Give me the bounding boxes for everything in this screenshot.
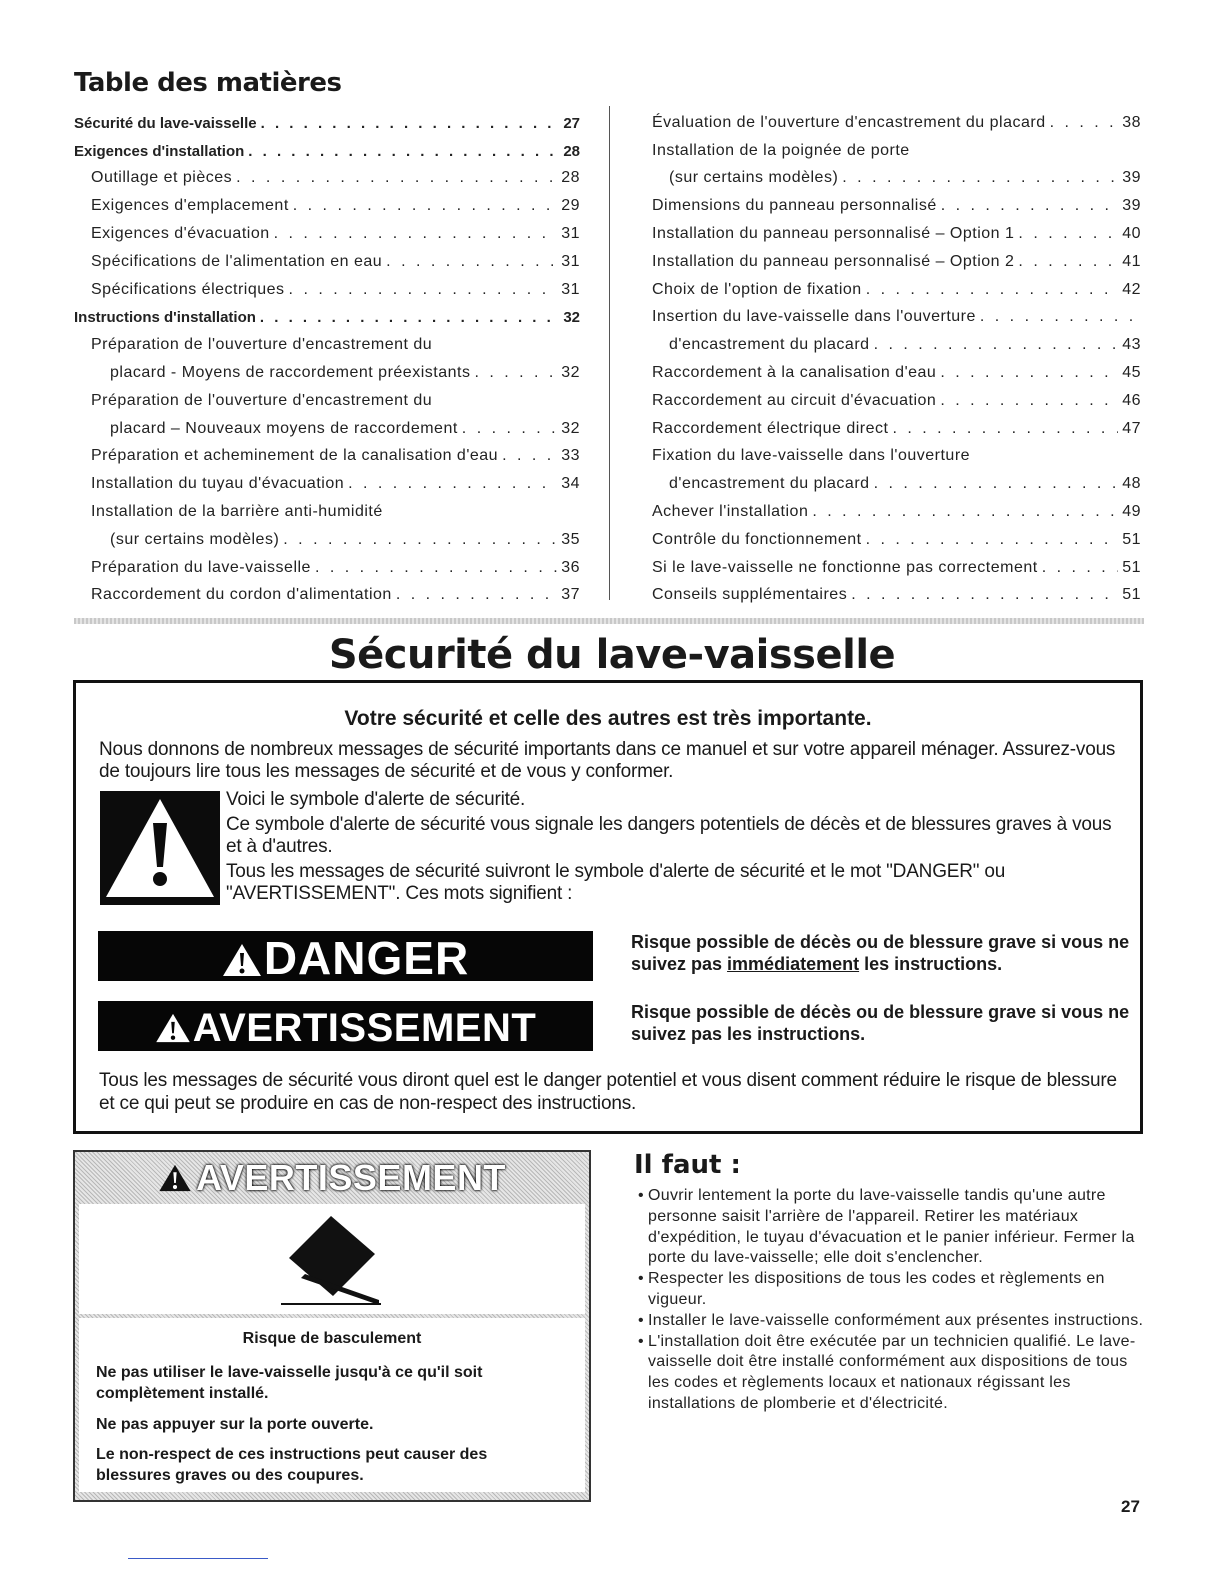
toc-entry-text: Préparation de l'ouverture d'encastrement du [91,336,433,354]
toc-leader-dots [462,420,557,438]
toc-entry-text: Insertion du lave-vaisselle dans l'ouverture [652,308,976,326]
tipping-warning-label: AVERTISSEMENT [196,1157,506,1198]
danger-meaning-underlined: immédiatement [727,954,860,974]
toc-leader-dots [941,197,1118,215]
safety-alert-icon [100,791,220,905]
toc-entry-page: 29 [561,197,580,215]
toc-leader-dots [502,447,557,465]
toc-leader-dots [866,531,1119,549]
toc-entry-text: Installation du panneau personnalisé – Option 1 [652,224,1015,242]
symbol-line: Voici le symbole d'alerte de sécurité. [226,789,526,810]
safety-info-box [73,680,1143,1134]
toc-entry [74,299,580,327]
toc-entry [74,104,580,132]
toc-entry-page: 39 [1122,197,1141,215]
toc-entry [74,438,580,466]
toc-entry-text: Achever l'installation [652,502,809,520]
toc-leader-dots [248,143,559,160]
toc-entry [74,465,580,493]
toc-leader-dots [348,475,557,493]
toc-entry-page: 41 [1122,252,1141,270]
toc-entry [652,215,1141,243]
toc-entry [652,104,1141,132]
toc-entry [74,215,580,243]
toc-entry [652,299,1141,327]
toc-entry [652,438,1141,466]
toc-entry-page: 31 [561,252,580,270]
toc-entry-text: Installation du tuyau d'évacuation [91,475,345,493]
toc-leader-dots [874,336,1119,354]
toc-leader-dots [842,169,1118,187]
warning-meaning: Risque possible de décès ou de blessure grave si vous ne suivez pas les instructions. [631,1002,1130,1044]
toc-leader-dots [1042,559,1119,577]
toc-divider [609,106,610,600]
toc-entry-page: 27 [563,114,580,132]
danger-label: DANGER [263,932,470,984]
toc-entry-text: Préparation et acheminement de la canalisation d'eau [91,447,499,465]
toc-leader-dots [261,115,560,132]
tipping-instruction: Ne pas appuyer sur la porte ouverte. [96,1416,374,1433]
tipping-warning-body [79,1318,585,1492]
toc-leader-dots [980,308,1137,326]
toc-entry-page: 37 [561,586,580,604]
toc-entry-page: 46 [1122,391,1141,409]
toc-entry-text: Évaluation de l'ouverture d'encastrement du placard [652,113,1046,131]
toc-entry [74,493,580,521]
warning-banner [98,1001,593,1051]
toc-leader-dots [874,475,1119,493]
toc-entry-text: Spécifications électriques [91,280,285,298]
toc-entry [74,577,580,605]
toc-entry-page: 32 [561,363,580,381]
toc-entry-page: 45 [1122,363,1141,381]
toc-entry-text: Raccordement au circuit d'évacuation [652,391,937,409]
toc-entry [652,354,1141,382]
toc-leader-dots [866,281,1119,299]
toc-entry-page: 42 [1122,280,1141,298]
safety-intro: Nous donnons de nombreux messages de sécurité importants dans ce manuel et sur votre appareil ménager. Assurez-vous de toujours lire tous les messages de sécurité et de vous y conformer. [99,739,1116,782]
toc-entry [74,326,580,354]
safety-footer: Tous les messages de sécurité vous diront quel est le danger potentiel et vous disent comment réduire le risque de blessure et ce qui peut se produire en cas de non-respect des instructions. [99,1070,1117,1114]
toc-leader-dots [260,309,559,326]
toc-entry-page: 28 [561,169,580,187]
toc-entry [74,160,580,188]
tipping-instruction: Ne pas utiliser le lave-vaisselle jusqu'à ce qu'il soit complètement installé. [96,1364,483,1402]
toc-entry-text: Exigences d'emplacement [91,197,289,215]
tipping-risk-title: Risque de basculement [242,1330,422,1347]
toc-entry [74,410,580,438]
toc-entry [652,521,1141,549]
toc-leader-dots [236,169,557,187]
toc-entry-page: 43 [1122,336,1141,354]
toc-entry-text: Préparation de l'ouverture d'encastrement du [91,391,433,409]
toc-entry [74,132,580,160]
toc-entry [652,382,1141,410]
toc-entry-page: 40 [1122,224,1141,242]
toc-entry-page: 28 [563,142,580,160]
toc-entry [74,549,580,577]
toc-title: Table des matières [74,68,342,98]
tipping-instruction: Le non-respect de ces instructions peut causer des blessures graves ou des coupures. [96,1446,488,1484]
toc-entry-page: 39 [1122,169,1141,187]
toc-leader-dots [851,586,1118,604]
toc-entry-text: Sécurité du lave-vaisselle [74,114,257,132]
toc-leader-dots [386,253,557,271]
toc-leader-dots [283,531,557,549]
symbol-description: Ce symbole d'alerte de sécurité vous signale les dangers potentiels de décès et de blessures graves à vous et à d'autres. [226,814,1112,857]
safety-heading: Votre sécurité et celle des autres est très importante. [344,707,872,730]
toc-entry-text: d'encastrement du placard [669,475,870,493]
toc-entry-text: Fixation du lave-vaisselle dans l'ouverture [652,447,971,465]
toc-entry [652,410,1141,438]
toc-leader-dots [940,392,1118,410]
toc-entry-page: 51 [1122,558,1141,576]
toc-entry-text: Contrôle du fonctionnement [652,530,862,548]
toc-entry-text: Choix de l'option de fixation [652,280,862,298]
toc-entry-text: Spécifications de l'alimentation en eau [91,252,383,270]
tipping-warning-header [75,1152,589,1202]
toc-entry-text: Raccordement électrique direct [652,419,889,437]
warning-label: AVERTISSEMENT [192,1006,537,1050]
toc-entry-text: Installation du panneau personnalisé – Option 2 [652,252,1015,270]
toc-entry [652,271,1141,299]
toc-entry-text: Exigences d'installation [74,142,245,160]
toc-leader-dots [315,559,557,577]
toc-leader-dots [892,420,1118,438]
toc-entry [74,521,580,549]
toc-entry-text: Raccordement à la canalisation d'eau [652,363,937,381]
toc-leader-dots [274,225,558,243]
toc-entry-page: 49 [1122,502,1141,520]
list-item: • L'installation doit être exécutée par un technicien qualifié. Le lave-vaisselle doit être installé conformément aux dispositions de tous les codes et règlements locaux et nationaux régissant les installations de plomberie et d'électricité. [634,1332,1144,1415]
warning-alert-icon [155,1013,191,1043]
toc-leader-dots [940,364,1118,382]
toc-entry-page: 51 [1122,586,1141,604]
toc-entry [652,243,1141,271]
toc-entry-page: 35 [561,530,580,548]
section-separator [74,618,1144,624]
toc-entry [652,493,1141,521]
toc-entry-page: 38 [1122,113,1141,131]
page-number: 27 [1121,1497,1140,1516]
toc-entry [652,577,1141,605]
toc-entry-page: 31 [561,224,580,242]
toc-entry-text: Dimensions du panneau personnalisé [652,197,937,215]
toc-entry-text: (sur certains modèles) [669,169,839,187]
list-item: • Installer le lave-vaisselle conformément aux présentes instructions. [634,1311,1144,1332]
toc-leader-dots [293,197,557,215]
toc-entry [74,354,580,382]
toc-entry-page: 36 [561,558,580,576]
il-faut-title: Il faut : [634,1150,741,1180]
toc-entry-page: 32 [563,309,580,327]
toc-entry-page: 31 [561,280,580,298]
toc-entry-text: Préparation du lave-vaisselle [91,558,311,576]
toc-entry [652,549,1141,577]
toc-entry-text: d'encastrement du placard [669,336,870,354]
danger-meaning [631,931,1131,975]
toc-entry [74,271,580,299]
toc-leader-dots [1050,114,1119,132]
toc-entry-text: placard – Nouveaux moyens de raccordement [110,419,458,437]
toc-entry [74,187,580,215]
toc-entry-page: 48 [1122,475,1141,493]
toc-entry-text: Installation de la poignée de porte [652,141,910,159]
toc-entry-page: 32 [561,419,580,437]
danger-alert-icon [222,943,262,977]
toc-entry [652,160,1141,188]
toc-entry [652,132,1141,160]
toc-entry [652,187,1141,215]
toc-entry-text: Si le lave-vaisselle ne fonctionne pas correctement [652,558,1038,576]
toc-leader-dots [812,503,1118,521]
signal-words-description: Tous les messages de sécurité suivront le symbole d'alerte de sécurité et le mot "DANGER" ou "AVERTISSEMENT". Ces mots signifient : [226,861,1006,904]
footer-rule [128,1558,268,1559]
toc-entry-text: Raccordement du cordon d'alimentation [91,586,392,604]
toc-entry-page: 47 [1122,419,1141,437]
toc-leader-dots [474,364,557,382]
toc-entry [74,243,580,271]
toc-entry-text: Outillage et pièces [91,169,233,187]
toc-entry [74,382,580,410]
toc-entry-page: 34 [561,475,580,493]
toc-leader-dots [1018,253,1118,271]
danger-meaning-part1: Risque possible de décès ou de blessure grave si vous ne suivez pas [631,932,1130,974]
toc-leader-dots [289,281,558,299]
toc-entry [652,326,1141,354]
toc-entry-text: Exigences d'évacuation [91,224,270,242]
toc-entry-text: Conseils supplémentaires [652,586,848,604]
tipping-alert-icon [158,1164,192,1192]
list-item: • Respecter les dispositions de tous les codes et règlements en vigueur. [634,1269,1144,1311]
danger-meaning-part2: les instructions. [859,954,1003,974]
tipping-warning-box [73,1150,591,1502]
section-title: Sécurité du lave-vaisselle [328,632,896,678]
toc-right-column [652,104,1141,604]
toc-leader-dots [1018,225,1118,243]
toc-entry-text: placard - Moyens de raccordement préexistants [110,363,471,381]
toc-entry-text: Instructions d'installation [74,309,256,327]
il-faut-list [634,1186,1144,1415]
danger-banner [98,931,593,984]
toc-entry-page: 33 [561,447,580,465]
toc-entry [652,465,1141,493]
list-item: • Ouvrir lentement la porte du lave-vaisselle tandis qu'une autre personne saisit l'arrière de l'appareil. Retirer les matériaux d'expédition, le tuyau d'évacuation et le panier inférieur. Fermer la porte du lave-vaisselle; elle doit s'enclencher. [634,1186,1144,1269]
toc-leader-dots [396,586,557,604]
toc-left-column [74,104,580,604]
tipping-illustration [79,1204,585,1314]
toc-entry-text: Installation de la barrière anti-humidité [91,502,383,520]
toc-entry-text: (sur certains modèles) [110,530,280,548]
toc-entry-page: 51 [1122,530,1141,548]
